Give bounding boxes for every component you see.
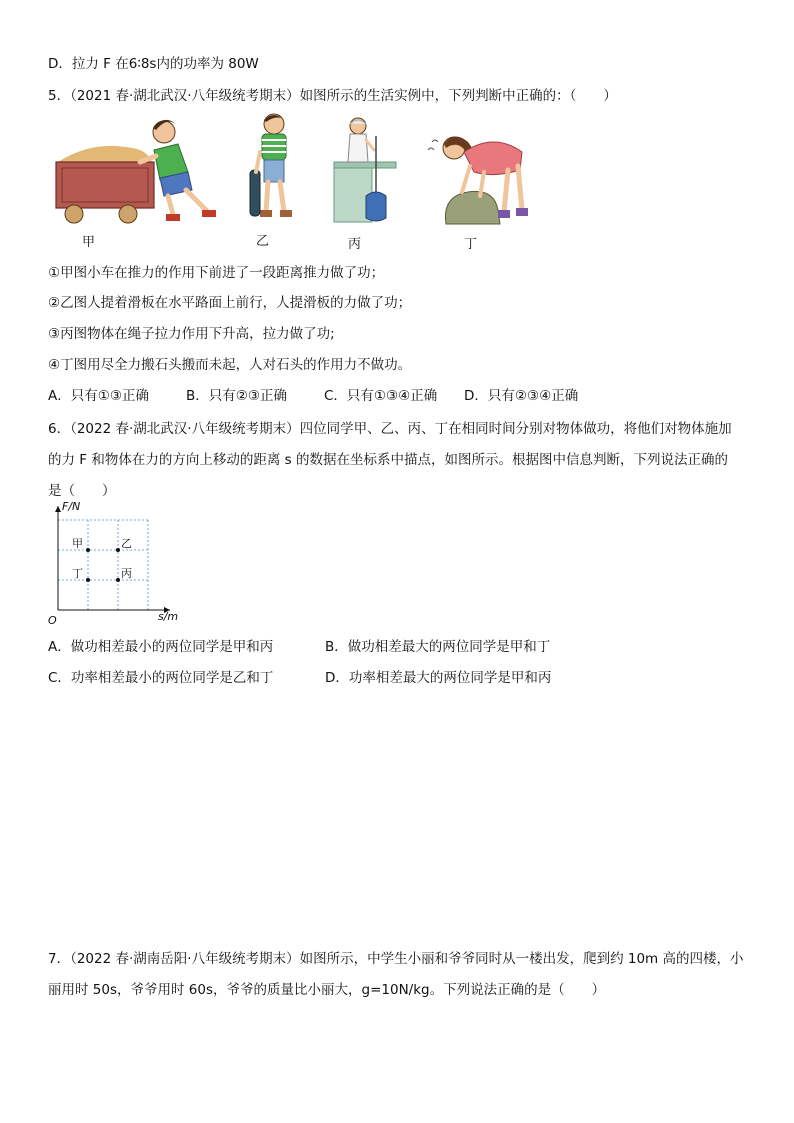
y-axis-arrow: [55, 506, 61, 512]
figure-label-jia: 甲: [82, 235, 96, 250]
q4-option-d: D．拉力 F 在6∶8s内的功率为 80W: [48, 56, 259, 72]
q6-option-b[interactable]: B．做功相差最大的两位同学是甲和丁: [325, 639, 551, 655]
q5-option-b[interactable]: B．只有②③正确: [186, 388, 287, 404]
data-label-乙: 乙: [121, 537, 132, 550]
q6-option-a[interactable]: A．做功相差最小的两位同学是甲和丙: [48, 639, 274, 655]
figure-yi-carrying-skateboard: [246, 112, 302, 224]
q6-chart-svg: [44, 500, 179, 628]
figure-ding-lifting-rock: [424, 126, 534, 226]
q6-stem-line-3: 是（ ）: [48, 483, 116, 499]
q5-statement-2: ②乙图人提着滑板在水平路面上前行，人提滑板的力做了功；: [48, 295, 412, 311]
q6-stem-line-1: 6．（2022 春·湖北武汉·八年级统考期末）四位同学甲、乙、丙、丁在相同时间分别对物体做功，将他们对物体施加: [48, 421, 732, 437]
origin-label: O: [48, 614, 57, 627]
data-label-丁: 丁: [72, 567, 83, 580]
q7-stem-line-1: 7．（2022 春·湖南岳阳·八年级统考期末）如图所示，中学生小丽和爷爷同时从一楼出发，爬到约 10m 高的四楼，小: [48, 951, 744, 967]
figure-label-bing: 丙: [348, 237, 362, 252]
figure-label-yi: 乙: [256, 234, 270, 249]
q7-stem-line-2: 丽用时 50s，爷爷用时 60s，爷爷的质量比小丽大，g=10N/kg。下列说法正确的是（ ）: [48, 982, 606, 998]
q6-stem-line-2: 的力 F 和物体在力的方向上移动的距离 s 的数据在坐标系中描点，如图所示。根据图中信息判断，下列说法正确的: [48, 452, 728, 468]
y-axis-label: F/N: [62, 500, 81, 513]
q5-stem: 5．（2021 春·湖北武汉·八年级统考期末）如图所示的生活实例中，下列判断中正确的：（ ）: [48, 88, 617, 104]
data-point-乙: [116, 548, 120, 552]
data-point-丁: [86, 578, 90, 582]
q5-option-c[interactable]: C．只有①③④正确: [324, 388, 438, 404]
q5-statement-4: ④丁图用尽全力搬石头搬而未起，人对石头的作用力不做功。: [48, 357, 412, 373]
figure-jia-pushing-cart: [52, 110, 224, 228]
q5-options: [48, 386, 578, 406]
x-axis-label: s/m: [158, 610, 179, 623]
figure-label-ding: 丁: [464, 237, 478, 252]
q6-option-d[interactable]: D．功率相差最大的两位同学是甲和丙: [325, 670, 552, 686]
q6-option-c[interactable]: C．功率相差最小的两位同学是乙和丁: [48, 670, 274, 686]
data-point-丙: [116, 578, 120, 582]
q5-statement-1: ①甲图小车在推力的作用下前进了一段距离推力做了功；: [48, 265, 385, 281]
data-label-甲: 甲: [72, 537, 83, 550]
data-point-甲: [86, 548, 90, 552]
q5-option-a[interactable]: A．只有①③正确: [48, 388, 149, 404]
q5-statement-3: ③丙图物体在绳子拉力作用下升高，拉力做了功;: [48, 326, 335, 342]
data-label-丙: 丙: [121, 567, 132, 580]
figure-bing-pulling-rope: [330, 114, 400, 226]
q6-chart: [44, 500, 179, 628]
q5-option-d[interactable]: D．只有②③④正确: [464, 388, 579, 404]
